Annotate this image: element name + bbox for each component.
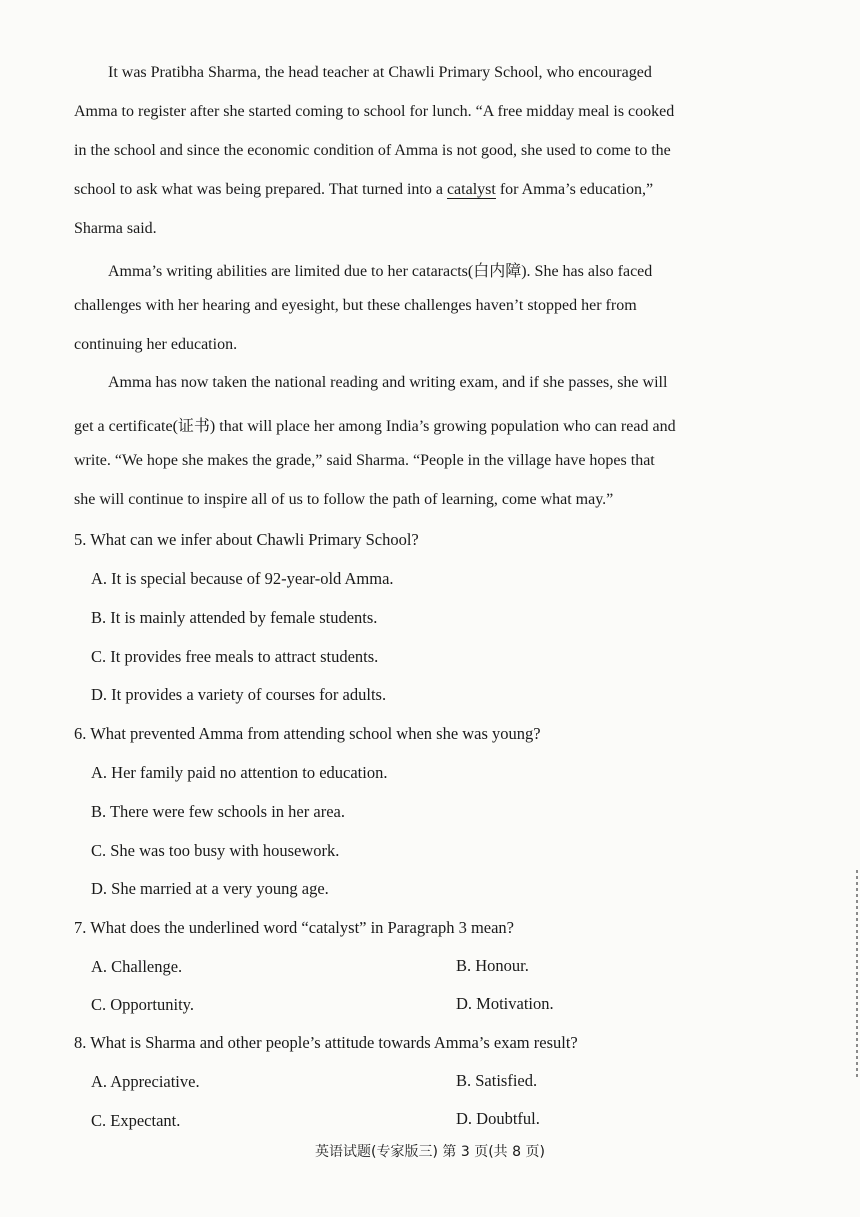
answer-option-c: C. She was too busy with housework. — [91, 841, 340, 860]
paragraph-line: continuing her education. — [74, 336, 238, 353]
answer-option-b: B. There were few schools in her area. — [91, 802, 345, 821]
question-stem: 8. What is Sharma and other people’s attitude towards Amma’s exam result? — [74, 1033, 578, 1052]
answer-option-c: C. Expectant. — [91, 1111, 181, 1130]
paragraph-line: she will continue to inspire all of us to follow the path of learning, come what may.” — [74, 491, 614, 508]
text-span: for Amma’s education,” — [495, 181, 654, 198]
paragraph-line: write. “We hope she makes the grade,” said Sharma. “People in the village have hopes that — [74, 452, 655, 469]
text-span: school to ask what was being prepared. That turned into a — [74, 181, 447, 198]
paragraph-line: Amma to register after she started coming to school for lunch. “A free midday meal is cooked — [74, 103, 675, 120]
paragraph-line: Amma’s writing abilities are limited due to her cataracts(白内障). She has also faced — [108, 263, 653, 280]
question-stem: 5. What can we infer about Chawli Primary School? — [74, 530, 419, 549]
paragraph-line: Sharma said. — [74, 220, 157, 237]
question-stem: 6. What prevented Amma from attending school when she was young? — [74, 724, 541, 743]
paragraph-line: get a certificate(证书) that will place her among India’s growing population who can read and — [74, 418, 676, 435]
answer-option-b: B. Honour. — [456, 956, 529, 975]
answer-option-d: D. It provides a variety of courses for adults. — [91, 685, 387, 704]
question-stem: 7. What does the underlined word “catalyst” in Paragraph 3 mean? — [74, 918, 514, 937]
answer-option-a: A. It is special because of 92-year-old Amma. — [91, 569, 394, 588]
page-footer: 英语试题(专家版三) 第 3 页(共 8 页) — [315, 1144, 545, 1160]
answer-option-a: A. Appreciative. — [91, 1072, 200, 1091]
paragraph-line: It was Pratibha Sharma, the head teacher at Chawli Primary School, who encouraged — [108, 64, 652, 81]
answer-option-a: A. Challenge. — [91, 957, 183, 976]
answer-option-d: D. Doubtful. — [456, 1109, 540, 1128]
paragraph-line: in the school and since the economic condition of Amma is not good, she used to come to the — [74, 142, 671, 159]
paragraph-line — [74, 181, 653, 199]
answer-option-c: C. It provides free meals to attract students. — [91, 647, 379, 666]
answer-option-c: C. Opportunity. — [91, 995, 194, 1014]
paragraph-line: challenges with her hearing and eyesight, but these challenges haven’t stopped her from — [74, 297, 637, 314]
answer-option-b: B. It is mainly attended by female students. — [91, 608, 378, 627]
scan-edge-mark — [856, 870, 858, 1080]
answer-option-a: A. Her family paid no attention to education. — [91, 763, 388, 782]
answer-option-d: D. She married at a very young age. — [91, 879, 329, 898]
answer-option-b: B. Satisfied. — [456, 1071, 538, 1090]
answer-option-d: D. Motivation. — [456, 994, 554, 1013]
paragraph-line: Amma has now taken the national reading and writing exam, and if she passes, she will — [108, 374, 668, 391]
underlined-word-catalyst: catalyst — [446, 181, 496, 198]
